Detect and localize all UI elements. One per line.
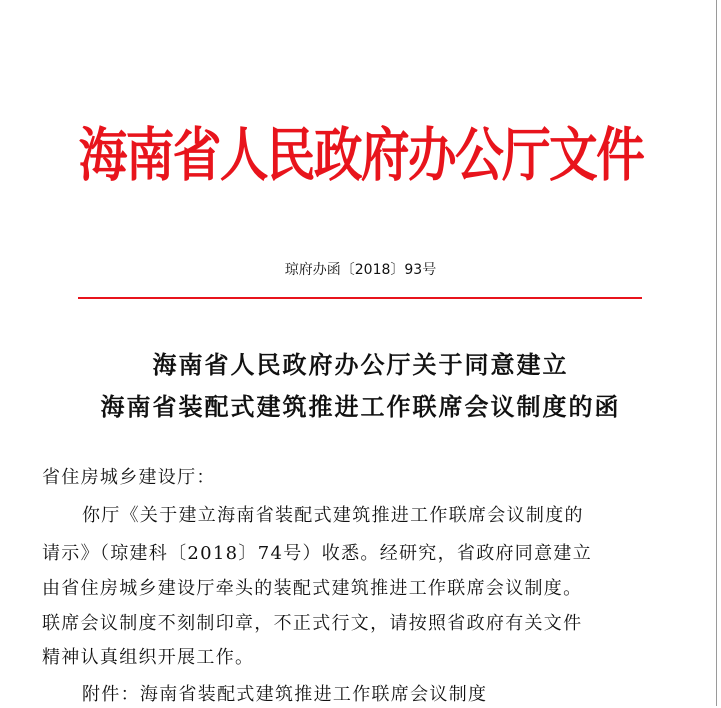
document-title-line-1: 海南省人民政府办公厅关于同意建立 <box>152 350 569 379</box>
body-paragraph-line: 请示》（琼建科〔2018〕74号）收悉。经研究，省政府同意建立 <box>42 543 593 564</box>
body-paragraph-line: 联席会议制度不刻制印章，不正式行文，请按照省政府有关文件 <box>42 613 583 634</box>
red-separator-line <box>78 297 642 299</box>
document-title-line-2: 海南省装配式建筑推进工作联席会议制度的函 <box>100 392 621 421</box>
body-paragraph-line: 由省住房城乡建设厅牵头的装配式建筑推进工作联席会议制度。 <box>42 578 583 599</box>
body-paragraph-line: 你厅《关于建立海南省装配式建筑推进工作联席会议制度的 <box>82 505 584 526</box>
body-paragraph-line: 精神认真组织开展工作。 <box>42 647 255 668</box>
document-masthead: 海南省人民政府办公厅文件 <box>78 121 644 189</box>
document-number: 琼府办函〔2018〕93号 <box>284 262 437 278</box>
attachment-line: 附件：海南省装配式建筑推进工作联席会议制度 <box>82 684 488 705</box>
recipient-line: 省住房城乡建设厅： <box>42 467 216 488</box>
